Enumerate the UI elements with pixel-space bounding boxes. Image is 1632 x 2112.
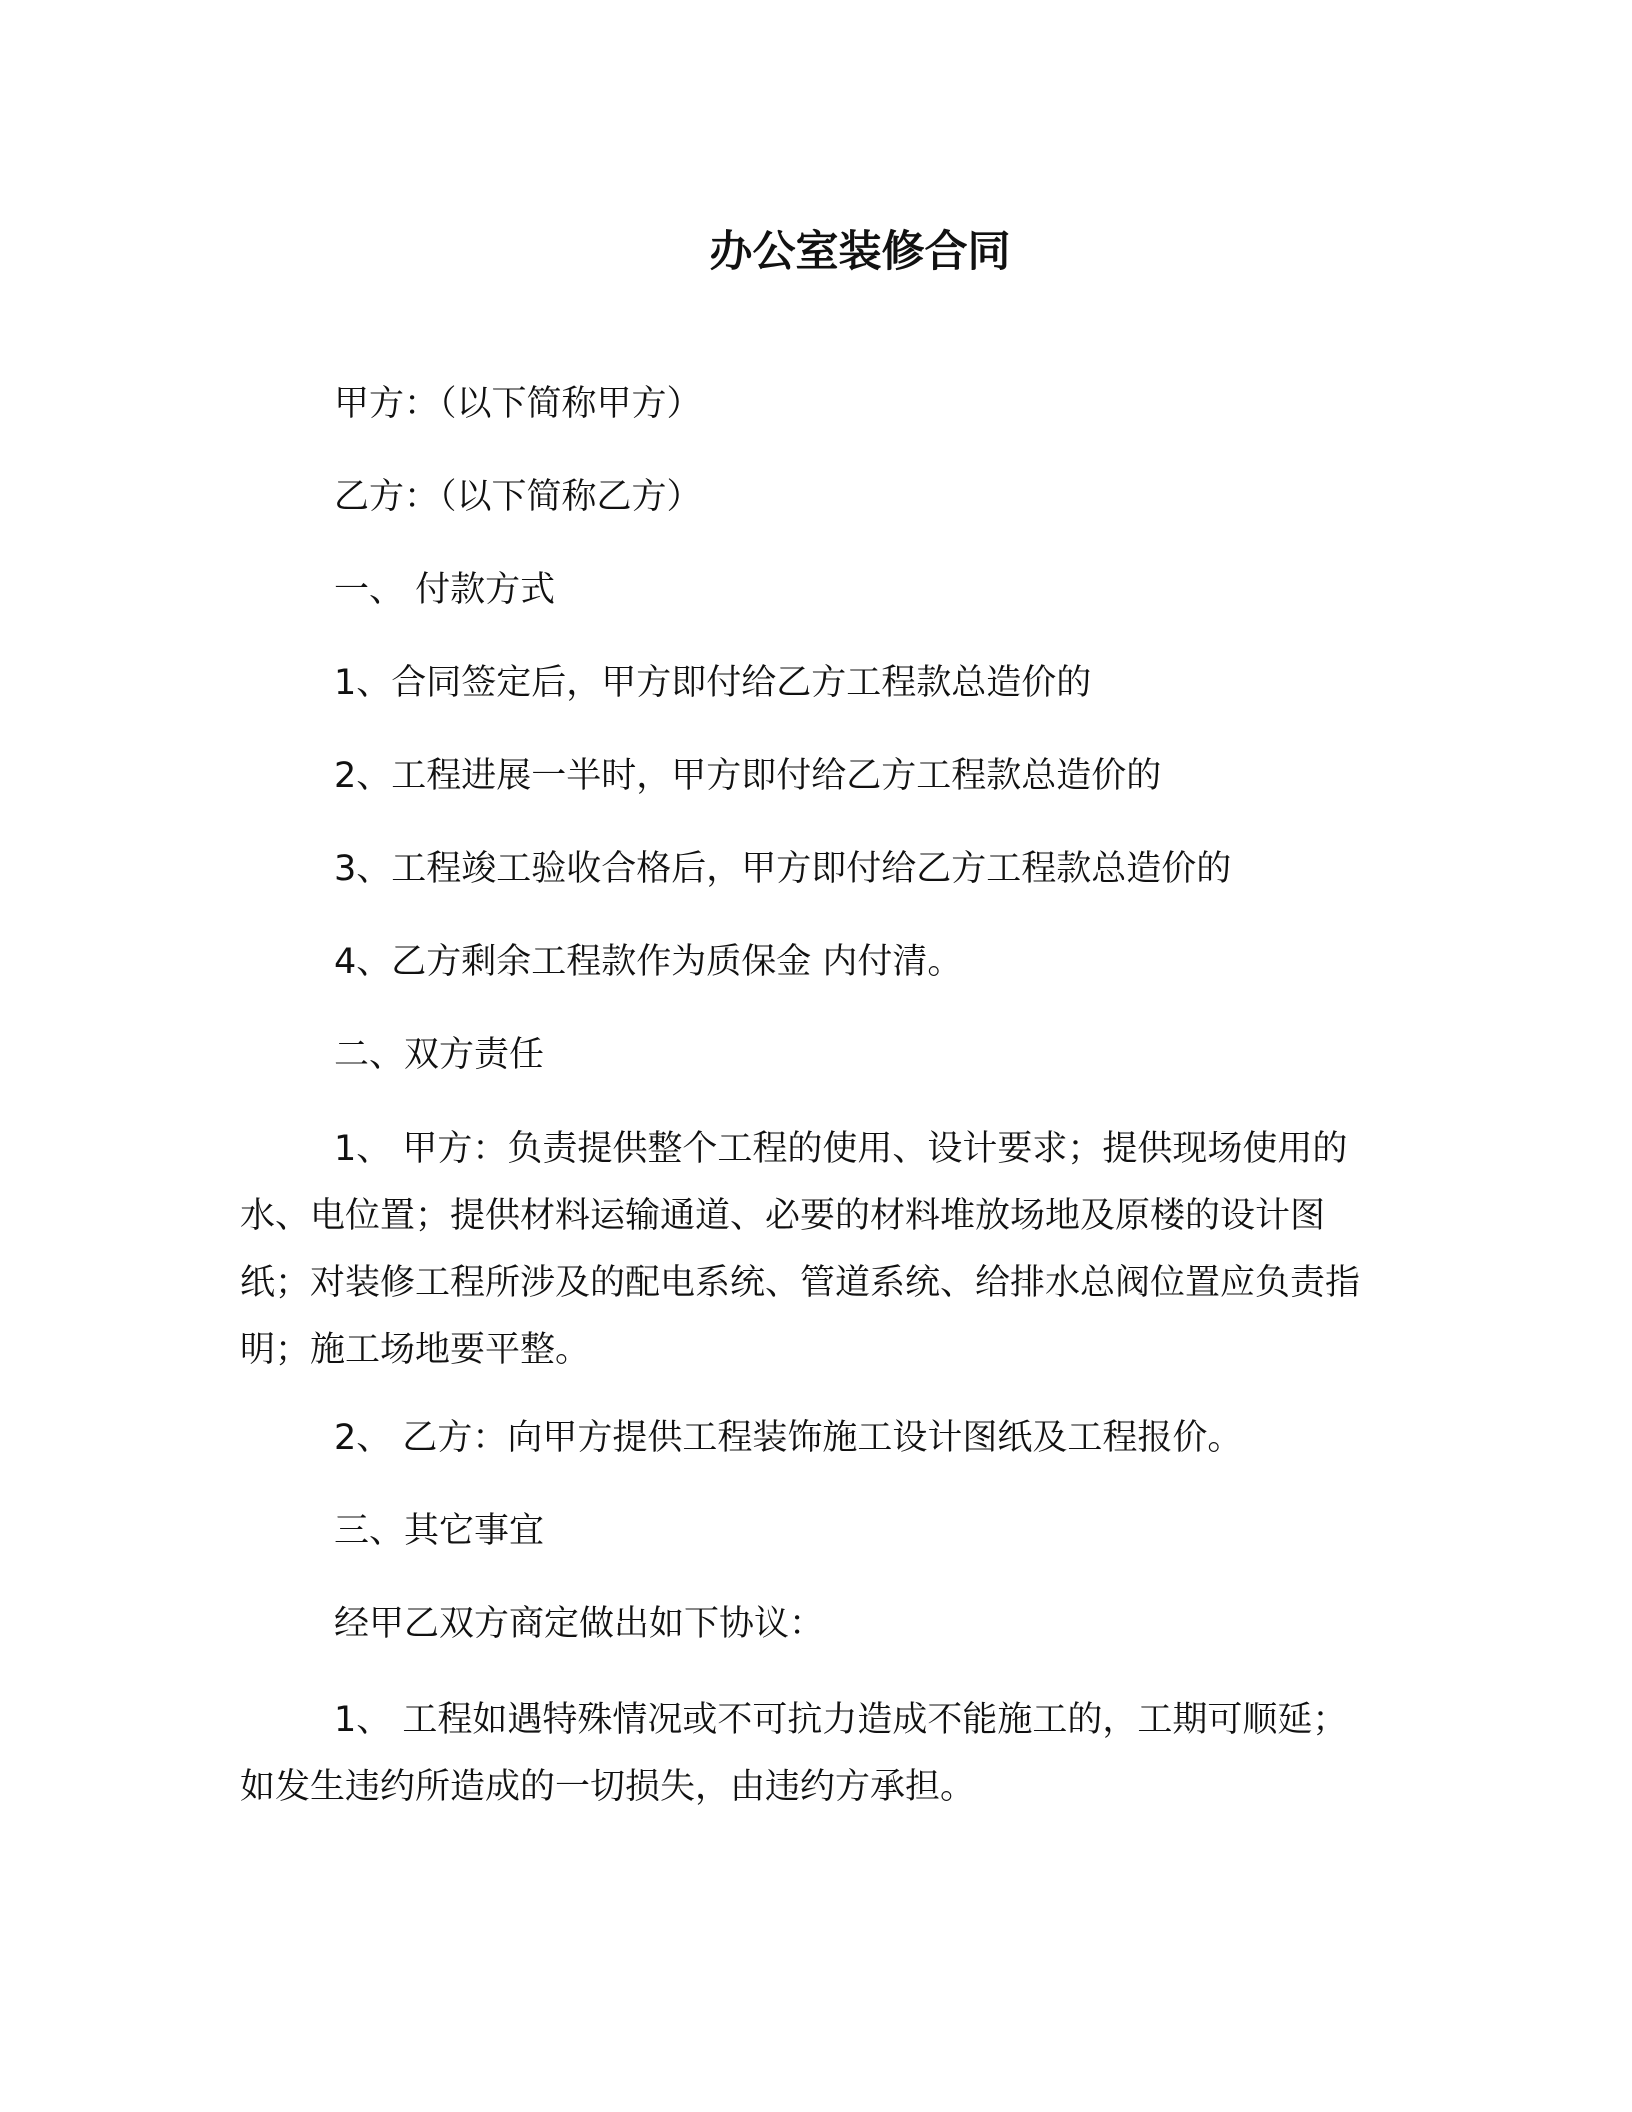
payment-item: 2、工程进展一半时，甲方即付给乙方工程款总造价的 — [334, 756, 1162, 796]
payment-item: 3、工程竣工验收合格后，甲方即付给乙方工程款总造价的 — [334, 849, 1232, 889]
section-heading-payment: 一、 付款方式 — [334, 570, 556, 610]
section-heading-responsibilities: 二、双方责任 — [334, 1035, 545, 1075]
agreement-paragraph: 1、 工程如遇特殊情况或不可抗力造成不能施工的，工期可顺延；如发生违约所造成的一切损失，由违约方承担。 — [240, 1700, 1348, 1807]
party-a-line: 甲方：（以下简称甲方） — [334, 384, 702, 424]
party-b-line: 乙方：（以下简称乙方） — [334, 477, 702, 517]
payment-item: 4、乙方剩余工程款作为质保金 内付清。 — [334, 942, 963, 982]
payment-item: 1、合同签定后，甲方即付给乙方工程款总造价的 — [334, 663, 1092, 703]
agreement-intro: 经甲乙双方商定做出如下协议： — [334, 1604, 825, 1644]
document-title: 办公室装修合同 — [709, 227, 1011, 277]
responsibility-paragraph-party-a: 1、 甲方：负责提供整个工程的使用、设计要求；提供现场使用的水、电位置；提供材料运输通道、必要的材料堆放场地及原楼的设计图纸；对装修工程所涉及的配电系统、管道系统、给排水总阀位置应负责指明；施工场地要平整。 — [240, 1129, 1361, 1370]
section-heading-other: 三、其它事宜 — [334, 1511, 545, 1551]
responsibility-line-party-b: 2、 乙方：向甲方提供工程装饰施工设计图纸及工程报价。 — [334, 1418, 1243, 1458]
document-body — [240, 380, 1380, 1851]
